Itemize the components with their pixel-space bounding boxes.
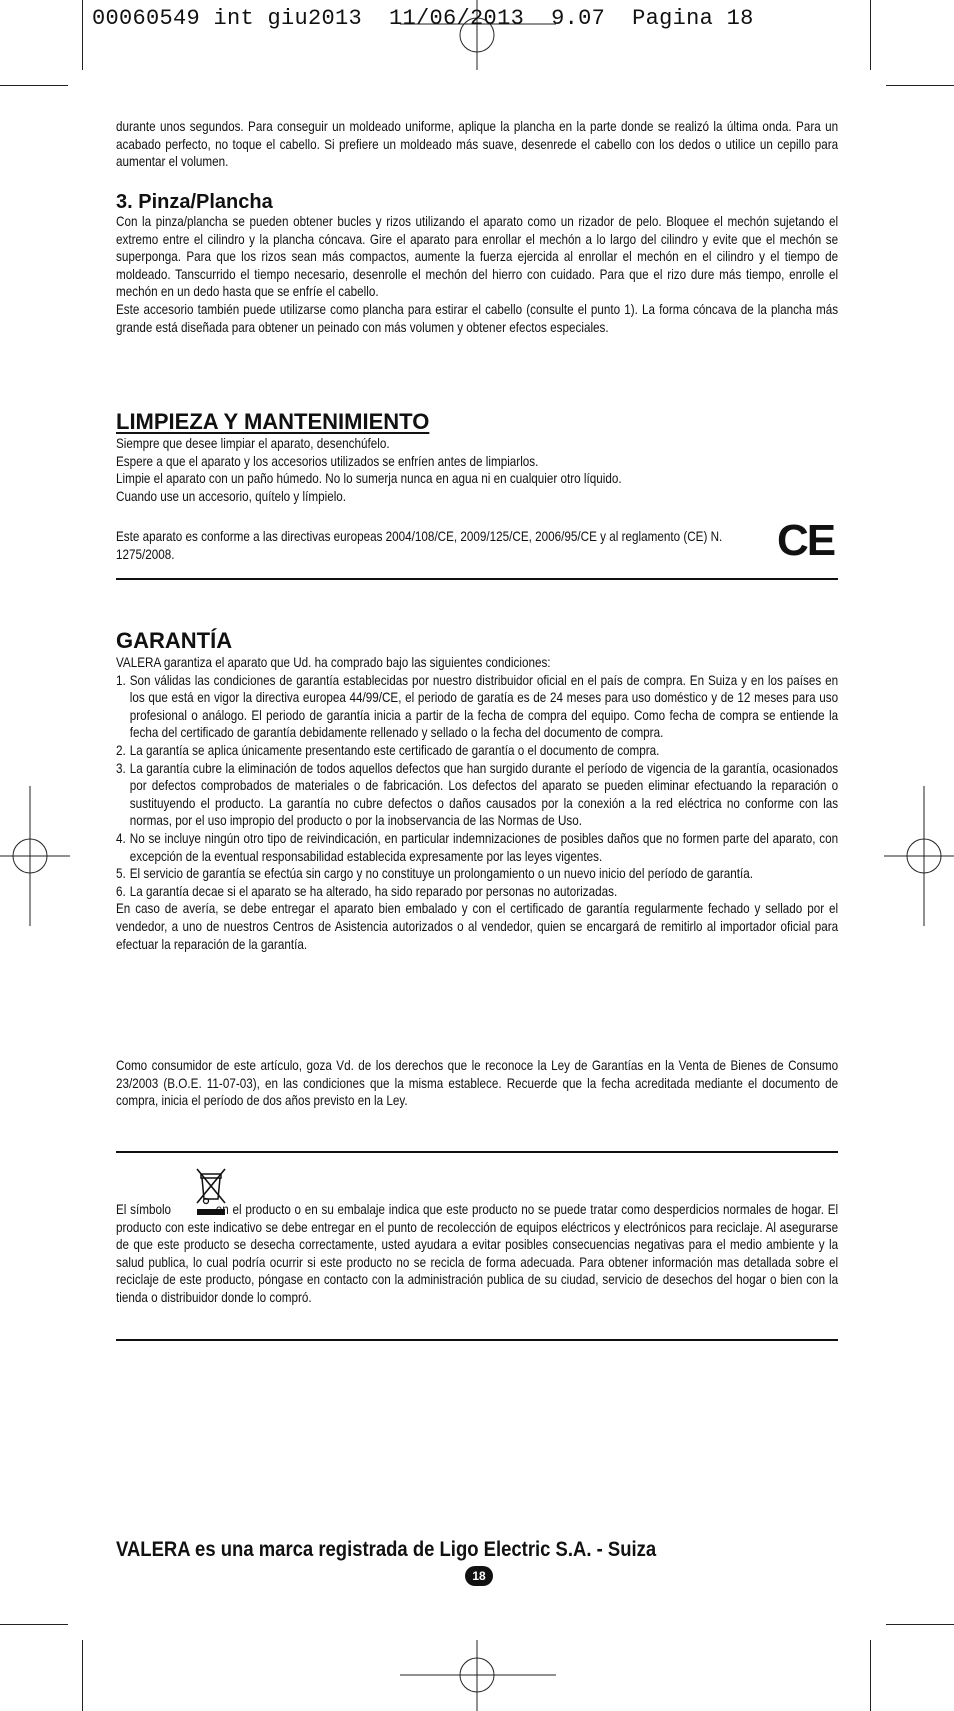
warranty-intro: VALERA garantiza el aparato que Ud. ha comprado bajo las siguientes condiciones: [116,655,551,670]
conformity-block [116,528,766,563]
brand-footer: VALERA es una marca registrada de Ligo Electric S.A. - Suiza [116,1538,657,1561]
weee-block [116,1201,838,1307]
section-title-pinza: 3. Pinza/Plancha [116,191,273,213]
list-item: 6. La garantía decae si el aparato se ha alterado, ha sido reparado por personas no autorizadas. [116,883,618,899]
divider [116,1339,838,1341]
list-item: 5. El servicio de garantía se efectúa sin cargo y no constituye un prolongamiento o un nuevo inicio del período de garantía. [116,866,754,882]
crop-mark [886,1624,954,1625]
ce-mark: CE [777,516,835,565]
cleaning-line: Limpie el aparato con un paño húmedo. No lo sumerja nunca en agua ni en cualquier otro líquido. [116,471,622,487]
crop-mark [870,0,871,70]
section-warranty [116,628,838,953]
list-item: 2. La garantía se aplica únicamente presentando este certificado de garantía o el documento de compra. [116,742,660,758]
consumer-rights-text: Como consumidor de este artículo, goza Vd. de los derechos que le reconoce la Ley de Garantías en la Venta de Bienes de Consumo 23/2003 (B.O.E. 11-07-03), en las condiciones que la misma establece. Recuerde que la fecha acreditada mediante el documento de compra, inicia el período de dos años previsto en la Ley. [116,1058,839,1109]
intro-block [116,118,838,171]
list-item: 1. Son válidas las condiciones de garantía establecidas por nuestro distribuidor oficial en el país de compra. En Suiza y en los países en los que está en vigor la directiva europea 44/99/CE, el periodo de garatía es de 24 meses para uso doméstico y de 12 meses para uso profesional o análogo. El periodo de garantía inicia a partir de la fecha de compra del equipo. Como fecha de compra se entiende la fecha del certificado de garantía debidamente rellenado y sellado o la fecha del documento de compra. [116,672,839,741]
conformity-text: Este aparato es conforme a las directivas europeas 2004/108/CE, 2009/125/CE, 2006/95/CE y al reglamento (CE) N. 1275/2008. [116,529,723,562]
divider [116,578,838,580]
cleaning-line: Siempre que desee limpiar el aparato, desenchúfelo. [116,436,390,451]
crop-mark [82,1640,83,1711]
intro-paragraph: durante unos segundos. Para conseguir un moldeado uniforme, aplique la plancha en la parte donde se realizó la última onda. Para un acabado perfecto, no toque el cabello. Si prefiere un moldeado más suave, desenrede el cabello con los dedos o utilice un cepillo para aumentar el volumen. [116,119,839,170]
section-title-warranty: GARANTÍA [116,628,233,653]
divider [116,1151,838,1153]
crop-mark [0,85,68,86]
list-item: 4. No se incluye ningún otro tipo de reivindicación, en particular indemnizaciones de posibles daños que no formen parte del aparato, con excepción de la eventual responsabilidad establecida expresamente por las leyes vigentes. [116,830,839,864]
list-item: 3. La garantía cubre la eliminación de todos aquellos defectos que han surgido durante el período de vigencia de la garantía, ocasionados por defectos comprobados de materiales o de fabricación. Los defectos del aparato se pueden eliminar efectuando la reparación o sustituyendo el producto. La garantía no cubre defectos o daños causados por la conexión a la red eléctrica no conforme con las normas, por el uso impropio del producto o por la inobservancia de las Normas de Uso. [116,760,839,829]
cleaning-line: Espere a que el aparato y los accesorios utilizados se enfríen antes de limpiarlos. [116,453,539,469]
registration-mark-bottom [400,1640,556,1711]
crop-mark [886,85,954,86]
section-cleaning [116,409,838,505]
warranty-breakdown: En caso de avería, se debe entregar el aparato bien embalado y con el certificado de garantía regularmente fechado y sellado por el vendedor, a uno de nuestros Centros de Asistencia autorizados o al vendedor, quien se encargará de remitirlo al importador oficial para efectuar la reparación de la garantía. [116,901,839,952]
pinza-paragraph-1: Con la pinza/plancha se pueden obtener bucles y rizos utilizando el aparato como un rizador de pelo. Bloquee el mechón sujetando el extremo entre el cilindro y la plancha cóncava. Gire el aparato para enrollar el mechón a lo largo del cilindro y evite que el mechón se superponga. Para que los rizos sean más compactos, aumente la fuerza ejercida al enrollar el mechón en el cilindro y el tiempo de moldeado. Tanscurrido el tiempo necesario, desenrolle el mechón del hierro con cuidado. Para que el rizo dure más tiempo, enrolle el mechón en un dedo hasta que se enfríe el cabello. [116,214,839,300]
weee-text: El símbolo en el producto o en su embalaje indica que este producto no se puede tratar como desperdicios normales de hogar. El producto con este indicativo se debe entregar en el punto de recolección de equipos eléctricos y electrónicos para reciclaje. Al asegurarse de que este producto se desecha correctamente, usted ayudara a evitar posibles consecuencias negativas para el medio ambiente y la salud publica, lo cual podría ocurrir si este producto no se recicla de forma adecuada. Para obtener información mas detallada sobre el reciclaje de este producto, póngase en contacto con la administración publica de su ciudad, servicio de desechos del hogar o bien con la tienda o distribuidor donde lo compró. [116,1202,839,1305]
registration-mark-right [884,786,954,926]
pinza-paragraph-2: Este accesorio también puede utilizarse como plancha para estirar el cabello (consulte el punto 1). La forma cóncava de la plancha más grande está diseñada para obtener un peinado con más volumen y obtener efectos especiales. [116,301,839,335]
crop-mark [870,1640,871,1711]
warranty-conditions [116,672,838,901]
consumer-rights-block [116,1057,838,1110]
section-title-cleaning: LIMPIEZA Y MANTENIMIENTO [116,409,430,434]
page-number: 18 [465,1566,493,1586]
print-slug: 00060549 int giu2013 11/06/2013 9.07 Pagina 18 [92,6,754,31]
section-pinza [116,191,838,336]
crop-mark [0,1624,68,1625]
registration-mark-left [0,786,70,926]
cleaning-line: Cuando use un accesorio, quítelo y límpielo. [116,488,347,504]
crop-mark [82,0,83,70]
